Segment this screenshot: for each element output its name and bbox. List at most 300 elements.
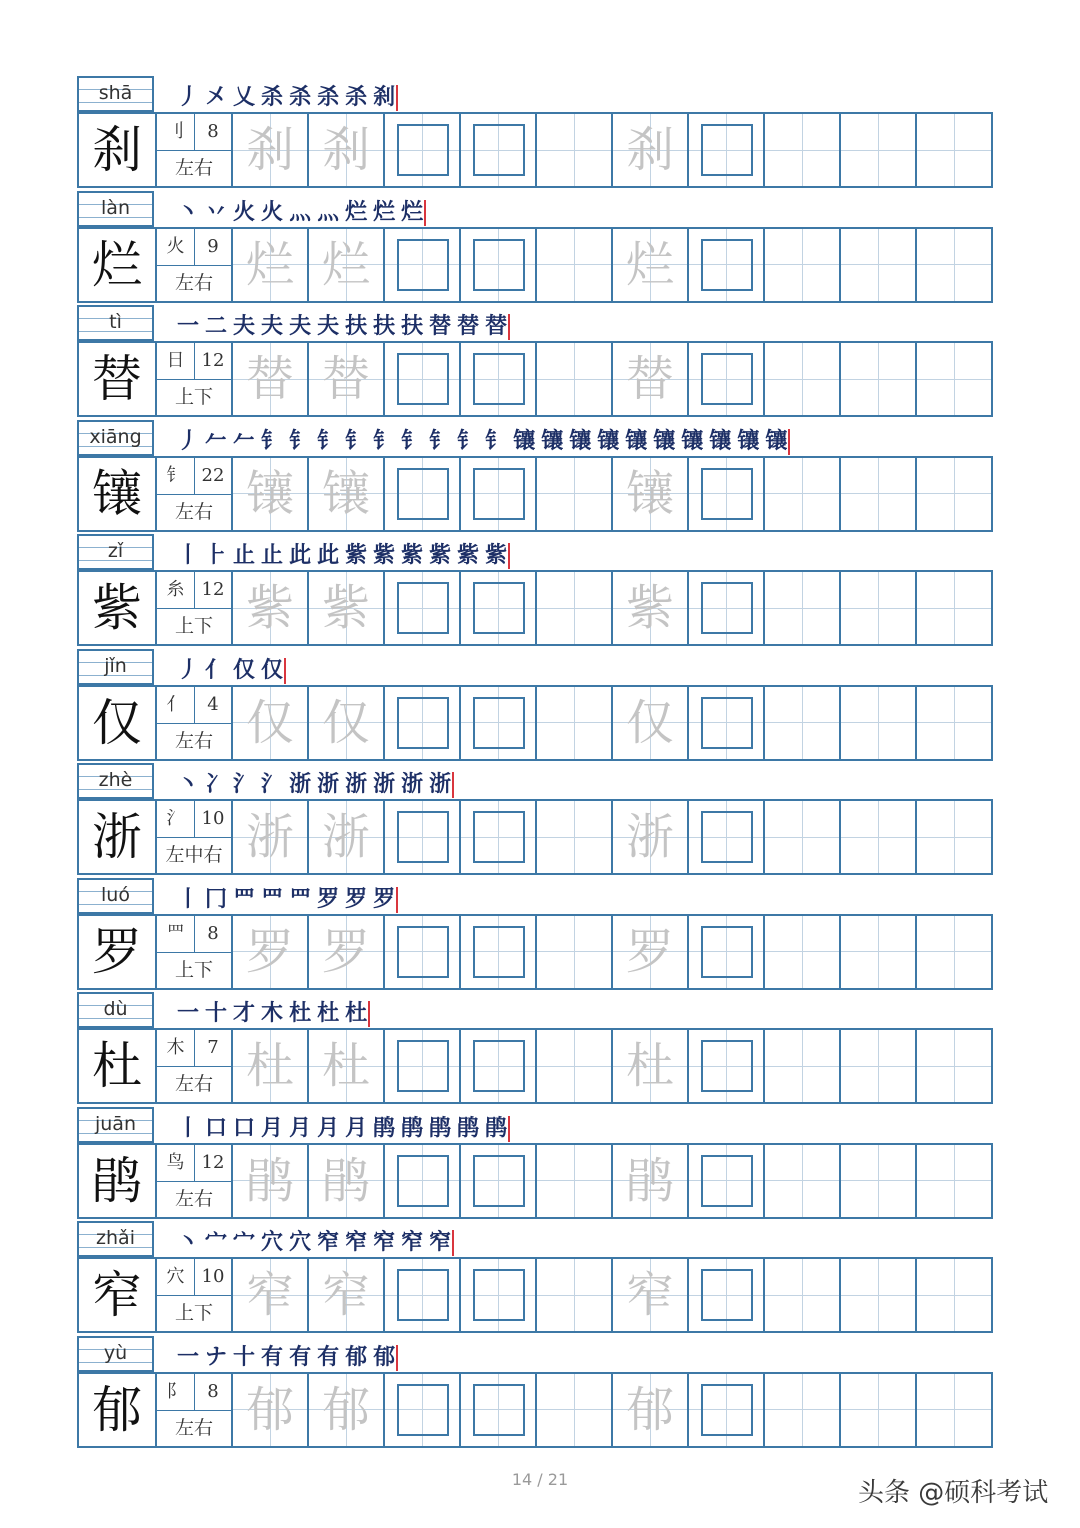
- practice-cell: [611, 1374, 687, 1446]
- trace-character: 鹃: [625, 1152, 674, 1209]
- pinyin-row: [77, 1105, 993, 1143]
- stroke-step: 烂: [373, 199, 396, 225]
- trace-character: 浙: [625, 809, 674, 865]
- practice-cell: [687, 1030, 763, 1102]
- practice-cell: [687, 572, 763, 644]
- trace-character: 窄: [245, 1267, 294, 1323]
- practice-cell: [535, 1259, 611, 1331]
- stroke-order: [177, 1112, 510, 1142]
- writing-row: [77, 341, 993, 417]
- inner-square: [701, 239, 753, 291]
- practice-cell: [383, 916, 459, 988]
- practice-cell: [611, 1145, 687, 1217]
- stroke-step: 杜: [317, 1001, 340, 1026]
- practice-cell: [915, 801, 991, 873]
- inner-square: [397, 353, 449, 405]
- practice-cell: [459, 687, 535, 759]
- inner-square: [701, 697, 753, 749]
- stroke-step: 罒: [289, 886, 312, 912]
- page-number: 14 / 21: [511, 1470, 569, 1489]
- stroke-step: 镶: [541, 428, 564, 454]
- watermark: 头条 @硕科考试: [858, 1478, 1049, 1508]
- stroke-step: 钅: [457, 428, 480, 454]
- stroke-step: 紫: [485, 543, 510, 569]
- trace-character: 杜: [245, 1038, 294, 1094]
- practice-cell: [915, 458, 991, 530]
- stroke-step: 丨: [177, 543, 200, 568]
- stroke-step: 口: [233, 1115, 256, 1141]
- pinyin: tì: [109, 311, 122, 333]
- practice-cell: [383, 572, 459, 644]
- practice-cell: [459, 1259, 535, 1331]
- pinyin-row: [77, 74, 993, 112]
- stroke-step: 镶: [765, 429, 790, 455]
- practice-cell: [535, 801, 611, 873]
- practice-cell: [231, 1145, 307, 1217]
- practice-cell: [915, 343, 991, 415]
- stroke-step: 有: [261, 1344, 284, 1370]
- stroke-step: 罗: [317, 886, 340, 912]
- character-cell: [79, 1030, 155, 1102]
- stroke-step: 月: [345, 1115, 368, 1141]
- inner-square: [473, 124, 525, 176]
- stroke-step: 鹃: [429, 1115, 452, 1141]
- stroke-order: [177, 654, 286, 684]
- stroke-order: [177, 1226, 454, 1256]
- stroke-step: 氵: [261, 772, 284, 797]
- stroke-step: 有: [289, 1344, 312, 1370]
- structure: 上下: [174, 615, 213, 637]
- stroke-order: [177, 768, 454, 798]
- char-block: [77, 74, 993, 189]
- trace-character: 郁: [625, 1381, 674, 1438]
- stroke-step: 镶: [737, 428, 760, 454]
- radical: 钅: [157, 458, 195, 495]
- trace-character: 罗: [245, 923, 294, 980]
- info-cell: [155, 1374, 231, 1446]
- stroke-step: 紫: [345, 543, 368, 568]
- stroke-step: 穴: [261, 1230, 284, 1255]
- practice-cell: [307, 1145, 383, 1217]
- stroke-step: 镶: [653, 428, 676, 454]
- practice-cell: [915, 1374, 991, 1446]
- practice-cell: [307, 1030, 383, 1102]
- trace-character: 紫: [321, 580, 370, 636]
- writing-row: [77, 456, 993, 532]
- trace-character: 镶: [625, 465, 674, 522]
- practice-cell: [535, 687, 611, 759]
- stroke-step: 烂: [345, 199, 368, 225]
- character: 镶: [92, 464, 142, 523]
- inner-square: [397, 1269, 449, 1321]
- practice-cell: [839, 458, 915, 530]
- stroke-step: 十: [205, 1001, 228, 1026]
- practice-cell: [687, 1259, 763, 1331]
- inner-square: [397, 582, 449, 634]
- character: 替: [92, 350, 142, 408]
- stroke-step: 刹: [373, 85, 398, 111]
- practice-cell: [383, 458, 459, 530]
- stroke-step: 氵: [233, 772, 256, 797]
- practice-cell: [231, 801, 307, 873]
- practice-cell: [383, 1374, 459, 1446]
- stroke-order: [177, 1341, 398, 1371]
- pinyin: juān: [94, 1112, 136, 1135]
- practice-cell: [763, 572, 839, 644]
- stroke-step: 镶: [681, 428, 704, 454]
- stroke-step: 杀: [289, 85, 312, 110]
- writing-row: [77, 1143, 993, 1219]
- character-cell: [79, 572, 155, 644]
- trace-character: 罗: [321, 923, 370, 980]
- inner-square: [473, 926, 525, 978]
- character: 刹: [92, 121, 142, 179]
- practice-cell: [459, 1030, 535, 1102]
- stroke-step: 窄: [429, 1230, 454, 1256]
- structure: 左中右: [165, 844, 223, 866]
- inner-square: [397, 1384, 449, 1436]
- stroke-step: 此: [289, 543, 312, 568]
- writing-row: [77, 112, 993, 188]
- practice-cell: [383, 687, 459, 759]
- practice-cell: [839, 1145, 915, 1217]
- practice-cell: [839, 687, 915, 759]
- pinyin-row: [77, 1219, 993, 1257]
- stroke-count: 12: [195, 572, 231, 609]
- trace-character: 仅: [321, 694, 370, 751]
- inner-square: [397, 239, 449, 291]
- inner-square: [701, 1269, 753, 1321]
- stroke-step: 镶: [625, 428, 648, 454]
- stroke-order: [177, 196, 426, 226]
- practice-cell: [687, 458, 763, 530]
- writing-row: [77, 685, 993, 761]
- stroke-step: 郁: [373, 1345, 398, 1371]
- char-block: [77, 532, 993, 647]
- practice-cell: [383, 343, 459, 415]
- practice-cell: [687, 343, 763, 415]
- stroke-step: 鹃: [457, 1115, 480, 1141]
- practice-cell: [383, 1145, 459, 1217]
- stroke-order: [177, 425, 790, 455]
- character: 窄: [92, 1266, 142, 1324]
- practice-cell: [231, 1259, 307, 1331]
- stroke-step: 夫: [317, 314, 340, 339]
- stroke-count: 12: [195, 1145, 231, 1182]
- pinyin-box: [77, 992, 154, 1028]
- char-block: [77, 1105, 993, 1220]
- info-cell: [155, 229, 231, 301]
- stroke-step: 丿: [177, 85, 200, 110]
- practice-cell: [915, 687, 991, 759]
- structure: 左右: [174, 729, 213, 752]
- char-block: [77, 1334, 993, 1449]
- stroke-step: 替: [429, 314, 452, 339]
- practice-cell: [763, 916, 839, 988]
- stroke-step: 镶: [569, 428, 592, 454]
- pinyin: dù: [103, 998, 128, 1020]
- inner-square: [701, 1040, 753, 1092]
- practice-cell: [915, 1145, 991, 1217]
- trace-character: 替: [245, 351, 294, 407]
- practice-cell: [459, 343, 535, 415]
- trace-character: 郁: [321, 1381, 370, 1438]
- info-cell: [155, 572, 231, 644]
- practice-cell: [459, 1145, 535, 1217]
- stroke-step: 冫: [205, 772, 228, 797]
- structure: 左右: [174, 271, 213, 294]
- info-cell: [155, 916, 231, 988]
- stroke-step: 一: [177, 1001, 200, 1026]
- pinyin-box: [77, 420, 154, 456]
- pinyin-row: [77, 418, 993, 456]
- stroke-step: 烂: [401, 200, 426, 226]
- stroke-step: 鹃: [401, 1115, 424, 1141]
- trace-character: 紫: [245, 580, 294, 636]
- trace-character: 刹: [321, 122, 370, 178]
- stroke-step: 丶: [177, 199, 200, 225]
- pinyin-box: [77, 534, 154, 570]
- stroke-step: 丨: [177, 1115, 200, 1141]
- writing-row: [77, 570, 993, 646]
- stroke-step: 窄: [345, 1230, 368, 1255]
- char-block: [77, 303, 993, 418]
- stroke-step: 罒: [233, 886, 256, 912]
- inner-square: [473, 1040, 525, 1092]
- stroke-step: 丶: [177, 1230, 200, 1255]
- stroke-step: 替: [457, 314, 480, 339]
- practice-cell: [839, 916, 915, 988]
- inner-square: [701, 468, 753, 520]
- practice-cell: [763, 1030, 839, 1102]
- stroke-step: 㐅: [205, 85, 228, 110]
- stroke-step: 仅: [233, 657, 256, 683]
- stroke-step: 一: [177, 1344, 200, 1370]
- inner-square: [701, 811, 753, 863]
- stroke-count: 4: [195, 687, 231, 724]
- character-cell: [79, 114, 155, 186]
- stroke-step: 镶: [513, 428, 536, 454]
- pinyin: zhè: [98, 769, 133, 791]
- practice-cell: [459, 801, 535, 873]
- stroke-step: 窄: [373, 1230, 396, 1255]
- stroke-step: 鹃: [373, 1115, 396, 1141]
- stroke-count: 8: [195, 1374, 231, 1411]
- inner-square: [473, 468, 525, 520]
- practice-cell: [383, 801, 459, 873]
- stroke-step: ナ: [205, 1344, 228, 1370]
- practice-cell: [763, 343, 839, 415]
- stroke-step: 灬: [317, 199, 340, 225]
- inner-square: [473, 1384, 525, 1436]
- stroke-step: 丶: [177, 772, 200, 797]
- stroke-step: 宀: [233, 1230, 256, 1255]
- pinyin-row: [77, 647, 993, 685]
- practice-cell: [763, 801, 839, 873]
- stroke-step: 丿: [177, 657, 200, 683]
- stroke-step: 亻: [205, 657, 228, 683]
- practice-cell: [839, 229, 915, 301]
- trace-character: 替: [625, 351, 674, 407]
- stroke-step: 月: [289, 1115, 312, 1141]
- inner-square: [473, 697, 525, 749]
- stroke-step: 口: [205, 1115, 228, 1141]
- stroke-step: 杜: [345, 1001, 370, 1027]
- practice-cell: [231, 229, 307, 301]
- char-block: [77, 761, 993, 876]
- structure: 左右: [174, 157, 213, 179]
- practice-cell: [307, 687, 383, 759]
- character: 杜: [92, 1037, 142, 1095]
- stroke-step: 罗: [345, 886, 368, 912]
- writing-row: [77, 799, 993, 875]
- practice-cell: [763, 458, 839, 530]
- practice-cell: [611, 916, 687, 988]
- char-block: [77, 189, 993, 304]
- practice-cell: [611, 1259, 687, 1331]
- stroke-step: 火: [233, 199, 256, 225]
- stroke-step: 木: [261, 1001, 284, 1026]
- stroke-step: 𠂉: [205, 428, 228, 454]
- pinyin: xiāng: [89, 425, 142, 448]
- character-cell: [79, 916, 155, 988]
- trace-character: 紫: [625, 580, 674, 636]
- inner-square: [473, 1155, 525, 1207]
- practice-cell: [915, 229, 991, 301]
- practice-cell: [915, 916, 991, 988]
- stroke-step: 才: [233, 1001, 256, 1026]
- pinyin-box: [77, 191, 154, 227]
- stroke-step: 有: [317, 1344, 340, 1370]
- structure: 左右: [174, 1187, 213, 1210]
- stroke-step: 罗: [373, 887, 398, 913]
- character: 仅: [92, 693, 142, 752]
- practice-cell: [535, 1145, 611, 1217]
- inner-square: [397, 697, 449, 749]
- stroke-step: 紫: [401, 543, 424, 568]
- stroke-count: 10: [195, 1259, 231, 1296]
- practice-cell: [915, 1030, 991, 1102]
- character-cell: [79, 687, 155, 759]
- trace-character: 镶: [321, 465, 370, 522]
- stroke-step: 扶: [401, 314, 424, 339]
- writing-row: [77, 914, 993, 990]
- trace-character: 仅: [625, 694, 674, 751]
- radical: 阝: [157, 1374, 195, 1411]
- practice-sheet: [77, 74, 993, 1448]
- practice-cell: [763, 114, 839, 186]
- info-cell: [155, 1145, 231, 1217]
- practice-cell: [535, 1030, 611, 1102]
- radical: 氵: [157, 801, 195, 838]
- trace-character: 窄: [321, 1267, 370, 1323]
- trace-character: 烂: [625, 236, 674, 293]
- pinyin-box: [77, 1336, 154, 1372]
- info-cell: [155, 687, 231, 759]
- stroke-step: ⺊: [205, 543, 228, 568]
- character-cell: [79, 801, 155, 873]
- inner-square: [473, 582, 525, 634]
- trace-character: 郁: [245, 1381, 294, 1438]
- practice-cell: [915, 572, 991, 644]
- stroke-step: 浙: [289, 772, 312, 797]
- stroke-step: 月: [317, 1115, 340, 1141]
- practice-cell: [383, 229, 459, 301]
- info-cell: [155, 1030, 231, 1102]
- stroke-step: 杜: [289, 1001, 312, 1026]
- character-cell: [79, 1259, 155, 1331]
- stroke-step: 浙: [345, 772, 368, 797]
- radical: 木: [157, 1030, 195, 1067]
- character-cell: [79, 343, 155, 415]
- stroke-step: 乂: [233, 85, 256, 110]
- stroke-step: 鹃: [485, 1116, 510, 1142]
- info-cell: [155, 343, 231, 415]
- writing-row: [77, 1372, 993, 1448]
- stroke-count: 10: [195, 801, 231, 838]
- character-cell: [79, 229, 155, 301]
- trace-character: 烂: [245, 236, 294, 293]
- stroke-step: 钅: [289, 428, 312, 454]
- radical: 鸟: [157, 1145, 195, 1182]
- pinyin-row: [77, 876, 993, 914]
- pinyin-box: [77, 649, 154, 685]
- info-cell: [155, 114, 231, 186]
- practice-cell: [383, 114, 459, 186]
- stroke-step: 止: [233, 543, 256, 568]
- practice-cell: [459, 458, 535, 530]
- inner-square: [397, 468, 449, 520]
- inner-square: [397, 1040, 449, 1092]
- practice-cell: [763, 687, 839, 759]
- pinyin: yù: [103, 1341, 128, 1364]
- pinyin: jǐn: [104, 654, 127, 677]
- char-block: [77, 647, 993, 762]
- radical: 日: [157, 343, 195, 380]
- inner-square: [701, 1384, 753, 1436]
- trace-character: 窄: [625, 1267, 674, 1323]
- stroke-step: 钅: [429, 428, 452, 454]
- inner-square: [397, 1155, 449, 1207]
- stroke-order: [177, 81, 398, 111]
- practice-cell: [307, 572, 383, 644]
- practice-cell: [611, 229, 687, 301]
- inner-square: [397, 124, 449, 176]
- inner-square: [473, 353, 525, 405]
- stroke-step: 夫: [261, 314, 284, 339]
- info-cell: [155, 458, 231, 530]
- stroke-step: 𠂉: [233, 428, 256, 454]
- radical: 刂: [157, 114, 195, 151]
- stroke-step: 郁: [345, 1344, 368, 1370]
- pinyin-box: [77, 305, 154, 341]
- stroke-step: 冂: [205, 886, 228, 912]
- stroke-step: 紫: [373, 543, 396, 568]
- stroke-order: [177, 539, 510, 569]
- practice-cell: [535, 229, 611, 301]
- trace-character: 杜: [321, 1038, 370, 1094]
- character: 烂: [92, 235, 142, 294]
- stroke-step: 宀: [205, 1230, 228, 1255]
- stroke-order: [177, 997, 370, 1027]
- stroke-step: 丷: [205, 199, 228, 225]
- char-block: [77, 418, 993, 533]
- char-block: [77, 1219, 993, 1334]
- character-cell: [79, 1145, 155, 1217]
- inner-square: [473, 811, 525, 863]
- pinyin: zhǎi: [96, 1227, 135, 1249]
- practice-cell: [611, 458, 687, 530]
